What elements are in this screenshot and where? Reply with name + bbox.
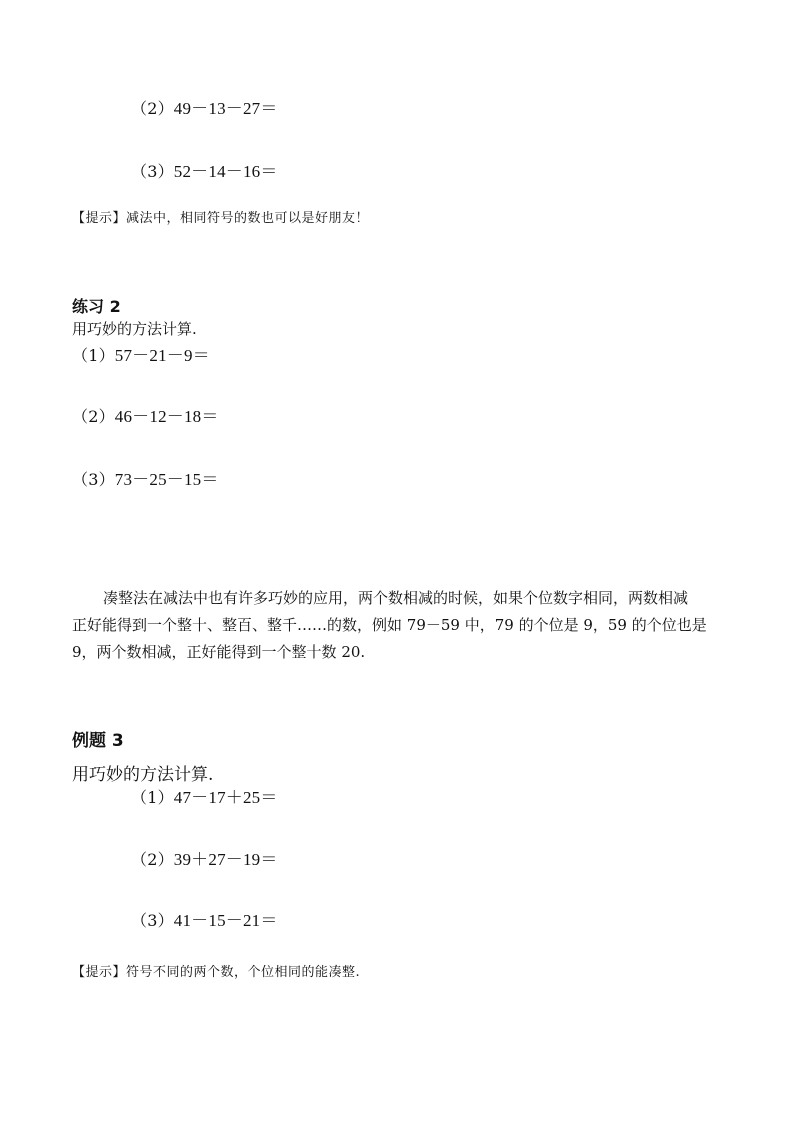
paragraph-line: 9，两个数相减，正好能得到一个整十数 20.: [72, 643, 366, 661]
explanation-paragraph: [72, 585, 722, 666]
item-expression: 39＋27－19＝: [173, 850, 278, 869]
exercise-item: [72, 465, 219, 490]
instruction-text: 用巧妙的方法计算.: [72, 765, 214, 785]
exercise-item: [131, 157, 278, 182]
item-label: （2）: [131, 99, 174, 118]
exercise-item: [72, 402, 219, 427]
item-label: （3）: [131, 911, 174, 930]
exercise-item: [72, 341, 210, 366]
item-label: （2）: [72, 407, 115, 426]
section-title: 练习 2: [72, 297, 121, 316]
item-label: （1）: [131, 788, 174, 807]
hint-text: 【提示】符号不同的两个数，个位相同的能凑整.: [72, 965, 361, 980]
item-expression: 41－15－21＝: [173, 911, 278, 930]
paragraph-line: 正好能得到一个整十、整百、整千……的数，例如 79－59 中，79 的个位是 9，59 的个位也是: [72, 616, 707, 634]
item-expression: 46－12－18＝: [114, 407, 219, 426]
item-expression: 57－21－9＝: [114, 346, 210, 365]
item-label: （3）: [131, 162, 174, 181]
section-title: 例题 3: [72, 731, 124, 751]
item-label: （2）: [131, 850, 174, 869]
exercise-item: [131, 783, 278, 808]
exercise-item: [131, 94, 278, 119]
item-expression: 73－25－15＝: [114, 470, 219, 489]
item-label: （3）: [72, 470, 115, 489]
item-expression: 47－17＋25＝: [173, 788, 278, 807]
item-expression: 52－14－16＝: [173, 162, 278, 181]
exercise-item: [131, 845, 278, 870]
instruction-text: 用巧妙的方法计算.: [72, 320, 197, 338]
paragraph-line: 凑整法在减法中也有许多巧妙的应用，两个数相减的时候，如果个位数字相同，两数相减: [103, 589, 689, 607]
hint-text: 【提示】减法中，相同符号的数也可以是好朋友！: [72, 211, 370, 226]
exercise-item: [131, 906, 278, 931]
item-expression: 49－13－27＝: [173, 99, 278, 118]
item-label: （1）: [72, 346, 115, 365]
